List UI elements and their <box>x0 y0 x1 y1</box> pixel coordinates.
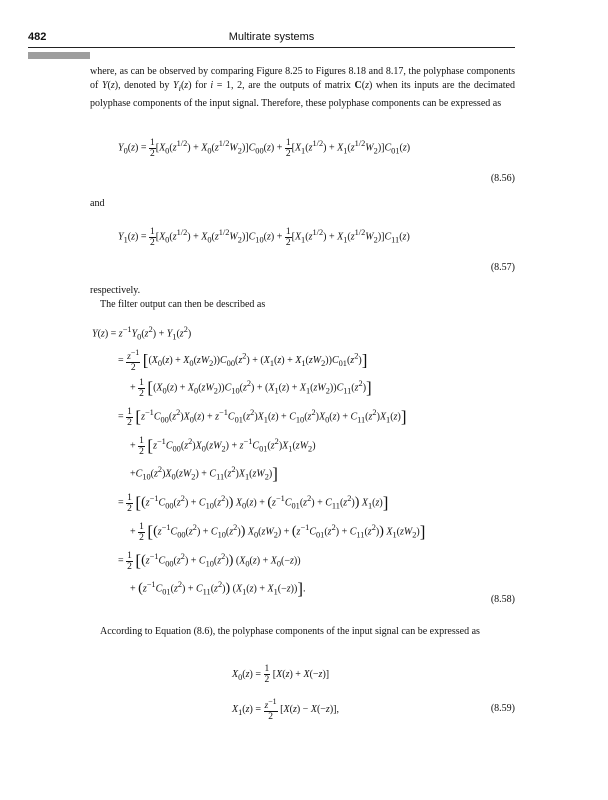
equation-8-58-line-3: + $\frac{1}{2}$ $[(X_0(z) + X_0(zW_2))C_{10}(z^2) + (X_1(z) + X_1(zW_2))C_{11}(z^2)]$ <box>130 377 372 399</box>
page-number: 482 <box>28 31 47 43</box>
equation-8-58-line-2: = $\frac{z^{-1}}{2}$ $[(X_0(z) + X_0(zW_2))C_{00}(z^2) + (X_1(z) + X_1(zW_2))C_{01}(z^2)]$ <box>118 348 368 374</box>
paragraph-respectively: respectively. <box>90 285 141 296</box>
equation-number: (8.57) <box>490 262 515 273</box>
page-header <box>28 31 515 47</box>
equation-8-56: $Y_0(z)$ = $\frac{1}{2}$ $[X_0(z^{1/2}) + X_0(z^{1/2}W_2)]C_{00}(z)$ + $\frac{1}{2}$ $[X_1(z^{1/2}) + X_1(z^{1/2}W_2)]C_{01}(z)$ <box>118 137 411 159</box>
header-rule <box>28 47 515 48</box>
equation-8-58-line-10: + $(z^{-1}C_{01}(z^2) + C_{11}(z^2)) (X_1(z) + X_1(-z))$]. <box>130 579 306 599</box>
equation-8-58-line-8: + $\frac{1}{2}$ [$(z^{-1}C_{00}(z^2) + C_{10}(z^2)) X_0(zW_2) + (z^{-1}C_{01}(z^2) + C_{11}(z^2))$ $X_1(zW_2)$] <box>130 521 426 543</box>
equation-number: (8.58) <box>490 594 515 605</box>
equation-8-58-line-1: $Y(z) = z^{-1}Y_0(z^2) + Y_1(z^2)$ <box>92 325 192 342</box>
equation-number: (8.56) <box>490 173 515 184</box>
equation-8-57: $Y_1(z)$ = $\frac{1}{2}$ $[X_0(z^{1/2}) + X_0(z^{1/2}W_2)]C_{10}(z)$ + $\frac{1}{2}$ $[X_1(z^{1/2}) + X_1(z^{1/2}W_2)]C_{11}(z)$ <box>118 226 410 248</box>
paragraph-filter-output: The filter output can then be described as <box>100 299 266 310</box>
paragraph-intro: where, as can be observed by comparing Figure 8.25 to Figures 8.18 and 8.17, the polyphase components of Y(z), denoted by $Y_i(z)$ for i = 1, 2, are the outputs of matrix C(z) when its inputs are the decimated polyphase components of the input signal. Therefore, these polyphase components can be expressed as <box>90 66 515 109</box>
header-tab-mark <box>28 52 90 59</box>
equation-8-59-line-2: $X_1(z)$ = $\frac{z^{-1}}{2}$ [X(z) − X(−z)], <box>232 697 339 723</box>
running-title: Multirate systems <box>228 31 315 43</box>
equation-8-58-line-6: $+C_{10}(z^2)X_0(zW_2) + C_{11}(z^2)X_1(zW_2)$] <box>130 464 278 484</box>
equation-8-58-line-9: = $\frac{1}{2}$ [$(z^{-1}C_{00}(z^2) + C_{10}(z^2)) (X_0(z) + X_0(-z))$ <box>118 550 301 572</box>
paragraph-according: According to Equation (8.6), the polyphase components of the input signal can be expressed as <box>100 626 480 637</box>
equation-8-58-line-4: = $\frac{1}{2}$ $[z^{-1}C_{00}(z^2)X_0(z) + z^{-1}C_{01}(z^2)X_1(z) + C_{10}(z^2)X_0(z) + C_{11}(z^2)X_1(z)]$ <box>118 406 407 428</box>
equation-number: (8.59) <box>490 703 515 714</box>
equation-8-59-line-1: $X_0(z)$ = $\frac{1}{2}$ [X(z) + X(−z)] <box>232 664 330 685</box>
equation-8-58-line-5: + $\frac{1}{2}$ [$z^{-1}C_{00}(z^2)X_0(zW_2) + z^{-1}C_{01}(z^2)X_1(zW_2)$ <box>130 435 316 457</box>
equation-8-58-line-7: = $\frac{1}{2}$ [$(z^{-1}C_{00}(z^2) + C_{10}(z^2)) X_0(z) + (z^{-1}C_{01}(z^2) + C_{11}(z^2))$ $X_1(z)$] <box>118 492 389 514</box>
paragraph-and: and <box>90 198 105 209</box>
